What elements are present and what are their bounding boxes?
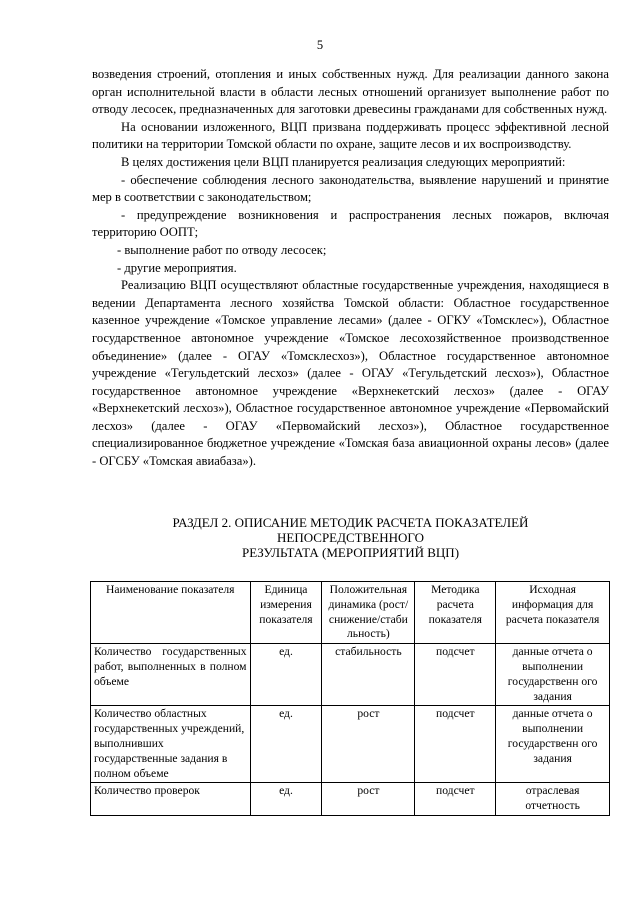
section-heading-line: РАЗДЕЛ 2. ОПИСАНИЕ МЕТОДИК РАСЧЕТА ПОКАЗАТЕЛЕЙ <box>172 515 529 530</box>
table-cell: стабильность <box>322 644 415 706</box>
table-cell: Количество областных государственных учреждений, выполнивших государственные задания в полном объеме <box>91 706 251 783</box>
list-item: - предупреждение возникновения и распространения лесных пожаров, включая территорию ООПТ; <box>92 207 609 240</box>
body-text <box>92 66 609 471</box>
table-cell: данные отчета о выполнении государственн ого задания <box>496 706 610 783</box>
column-header: Единица измерения показателя <box>250 582 322 644</box>
list-item: - другие мероприятия. <box>117 260 237 275</box>
section-heading <box>92 515 609 560</box>
paragraph: Реализацию ВЦП осуществляют областные государственные учреждения, находящиеся в ведении Департамента лесного хозяйства Томской области: Областное государственное казенное учреждение «Томское управление лесами» (далее - ОГКУ «Томсклес»), Областное государственное автономное учреждение «Томское лесохозяйственное производственное объединение» (далее - ОГАУ «Томсклесхоз»), Областное государственное автономное учреждение «Тегульдетский лесхоз» (далее - ОГАУ «Тегульдетский лесхоз»), Областное государственное автономное учреждение «Верхнекетский лесхоз» (далее - ОГАУ «Верхнекетский лесхоз»), Областное государственное автономное учреждение «Первомайский лесхоз» (далее - ОГАУ «Первомайский лесхоз»), Областное государственное специализированное бюджетное учреждение «Томская база авиационной охраны лесов» (далее - ОГСБУ «Томская авиабаза»). <box>92 278 609 469</box>
table-cell: Количество проверок <box>91 783 251 816</box>
table-cell: отраслевая отчетность <box>496 783 610 816</box>
column-header: Исходная информация для расчета показателя <box>496 582 610 644</box>
paragraph: В целях достижения цели ВЦП планируется реализация следующих мероприятий: <box>121 154 566 169</box>
page-number: 5 <box>316 38 324 52</box>
table-cell: подсчет <box>415 644 496 706</box>
table-cell: данные отчета о выполнении государственн ого задания <box>496 644 610 706</box>
table-cell: подсчет <box>415 706 496 783</box>
section-heading-line: НЕПОСРЕДСТВЕННОГО <box>277 530 424 545</box>
table-cell: ед. <box>250 706 322 783</box>
paragraph: На основании изложенного, ВЦП призвана поддерживать процесс эффективной лесной политики на территории Томской области по охране, защите лесов и их воспроизводству. <box>92 119 609 152</box>
table-row <box>91 644 610 706</box>
table-row <box>91 706 610 783</box>
column-header: Методика расчета показателя <box>415 582 496 644</box>
column-header: Наименование показателя <box>91 582 251 644</box>
table-cell: подсчет <box>415 783 496 816</box>
indicators-table <box>90 581 610 816</box>
table-cell: ед. <box>250 783 322 816</box>
table-header-row <box>91 582 610 644</box>
paragraph: возведения строений, отопления и иных собственных нужд. Для реализации данного закона орган исполнительной власти в области лесных отношений организует выполнение работ по отводу лесосек, предназначенных для заготовки древесины гражданами для собственных нужд. <box>92 67 609 117</box>
list-item: - выполнение работ по отводу лесосек; <box>117 242 327 257</box>
table-cell: ед. <box>250 644 322 706</box>
table-row <box>91 783 610 816</box>
table-cell: Количество государственных работ, выполненных в полном объеме <box>91 644 251 706</box>
column-header: Положительная динамика (рост/ снижение/стаби льность) <box>322 582 415 644</box>
list-item: - обеспечение соблюдения лесного законодательства, выявление нарушений и принятие мер в соответствии с законодательством; <box>92 172 609 205</box>
section-heading-line: РЕЗУЛЬТАТА (МЕРОПРИЯТИЙ ВЦП) <box>241 545 460 560</box>
table-cell: рост <box>322 783 415 816</box>
table-cell: рост <box>322 706 415 783</box>
